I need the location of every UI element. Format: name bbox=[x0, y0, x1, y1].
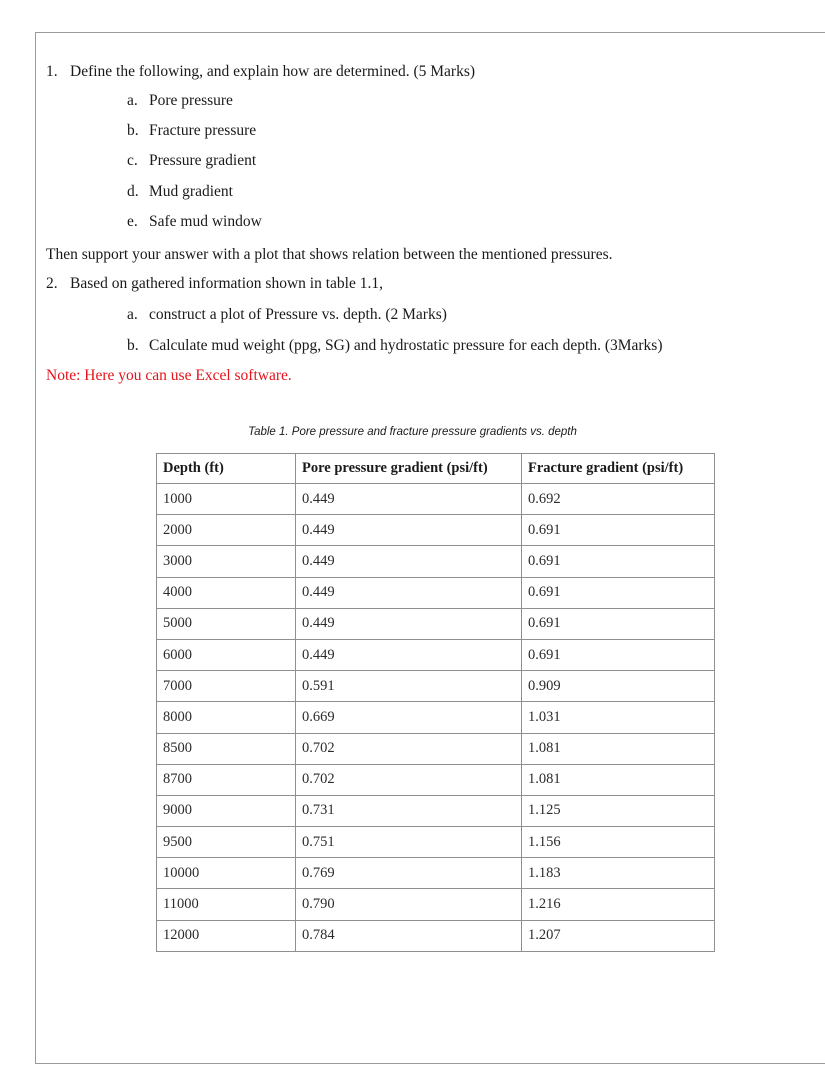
cell-fracture-gradient: 0.691 bbox=[522, 639, 715, 670]
q1-item-d bbox=[127, 183, 233, 201]
cell-depth: 7000 bbox=[157, 671, 296, 702]
cell-depth: 2000 bbox=[157, 515, 296, 546]
cell-depth: 8000 bbox=[157, 702, 296, 733]
cell-depth: 9500 bbox=[157, 827, 296, 858]
note-text: Note: Here you can use Excel software. bbox=[46, 367, 292, 384]
cell-fracture-gradient: 1.183 bbox=[522, 858, 715, 889]
question-2-text: Based on gathered information shown in table 1.1, bbox=[70, 275, 383, 292]
cell-fracture-gradient: 1.216 bbox=[522, 889, 715, 920]
q1-item-text: Pressure gradient bbox=[149, 152, 257, 169]
cell-fracture-gradient: 1.156 bbox=[522, 827, 715, 858]
table-row bbox=[157, 702, 715, 733]
cell-pore-gradient: 0.449 bbox=[296, 484, 522, 515]
table-row bbox=[157, 639, 715, 670]
header-fracture-gradient: Fracture gradient (psi/ft) bbox=[522, 454, 715, 484]
q1-item-c bbox=[127, 152, 256, 170]
q1-item-letter: d. bbox=[127, 183, 139, 200]
cell-pore-gradient: 0.731 bbox=[296, 795, 522, 826]
cell-depth: 8500 bbox=[157, 733, 296, 764]
q2-item-letter: b. bbox=[127, 337, 139, 354]
cell-fracture-gradient: 1.081 bbox=[522, 733, 715, 764]
table-row bbox=[157, 484, 715, 515]
cell-pore-gradient: 0.449 bbox=[296, 515, 522, 546]
q2-item-letter: a. bbox=[127, 306, 138, 323]
table-header-row bbox=[157, 454, 715, 484]
cell-depth: 4000 bbox=[157, 577, 296, 608]
table-row bbox=[157, 920, 715, 951]
cell-pore-gradient: 0.702 bbox=[296, 733, 522, 764]
cell-depth: 5000 bbox=[157, 608, 296, 639]
cell-fracture-gradient: 1.031 bbox=[522, 702, 715, 733]
q1-item-text: Safe mud window bbox=[149, 213, 262, 230]
q1-item-letter: e. bbox=[127, 213, 138, 230]
q1-item-text: Pore pressure bbox=[149, 92, 233, 109]
cell-pore-gradient: 0.449 bbox=[296, 639, 522, 670]
table-row bbox=[157, 546, 715, 577]
question-2-number: 2. bbox=[46, 275, 58, 292]
table-row bbox=[157, 764, 715, 795]
header-pore-gradient: Pore pressure gradient (psi/ft) bbox=[296, 454, 522, 484]
table-row bbox=[157, 733, 715, 764]
cell-fracture-gradient: 0.909 bbox=[522, 671, 715, 702]
cell-depth: 1000 bbox=[157, 484, 296, 515]
cell-fracture-gradient: 0.691 bbox=[522, 577, 715, 608]
cell-fracture-gradient: 1.207 bbox=[522, 920, 715, 951]
table-row bbox=[157, 889, 715, 920]
cell-fracture-gradient: 1.125 bbox=[522, 795, 715, 826]
q2-item-text: construct a plot of Pressure vs. depth. (2 Marks) bbox=[149, 306, 447, 323]
cell-pore-gradient: 0.669 bbox=[296, 702, 522, 733]
q2-item-a bbox=[127, 306, 447, 324]
cell-pore-gradient: 0.449 bbox=[296, 577, 522, 608]
table-row bbox=[157, 827, 715, 858]
cell-fracture-gradient: 0.691 bbox=[522, 546, 715, 577]
question-1-text: Define the following, and explain how are determined. (5 Marks) bbox=[70, 63, 476, 80]
cell-depth: 11000 bbox=[157, 889, 296, 920]
question-1 bbox=[46, 63, 475, 81]
cell-pore-gradient: 0.769 bbox=[296, 858, 522, 889]
table-row bbox=[157, 671, 715, 702]
q2-item-b bbox=[127, 337, 663, 355]
cell-pore-gradient: 0.702 bbox=[296, 764, 522, 795]
cell-pore-gradient: 0.591 bbox=[296, 671, 522, 702]
q1-item-text: Fracture pressure bbox=[149, 122, 257, 139]
table-row bbox=[157, 577, 715, 608]
cell-fracture-gradient: 0.691 bbox=[522, 515, 715, 546]
table-body bbox=[157, 484, 715, 952]
question-1-number: 1. bbox=[46, 63, 58, 80]
q2-item-text: Calculate mud weight (ppg, SG) and hydrostatic pressure for each depth. (3Marks) bbox=[149, 337, 663, 354]
cell-pore-gradient: 0.449 bbox=[296, 546, 522, 577]
cell-pore-gradient: 0.449 bbox=[296, 608, 522, 639]
table-row bbox=[157, 608, 715, 639]
q1-item-b bbox=[127, 122, 256, 140]
q1-item-letter: c. bbox=[127, 152, 138, 169]
question-1-followup: Then support your answer with a plot that shows relation between the mentioned pressures. bbox=[46, 246, 613, 263]
q1-item-letter: b. bbox=[127, 122, 139, 139]
table-row bbox=[157, 858, 715, 889]
q1-item-e bbox=[127, 213, 262, 231]
cell-pore-gradient: 0.751 bbox=[296, 827, 522, 858]
header-depth: Depth (ft) bbox=[157, 454, 296, 484]
table-caption: Table 1. Pore pressure and fracture pressure gradients vs. depth bbox=[248, 426, 577, 438]
cell-pore-gradient: 0.784 bbox=[296, 920, 522, 951]
cell-depth: 6000 bbox=[157, 639, 296, 670]
cell-fracture-gradient: 0.691 bbox=[522, 608, 715, 639]
q1-item-letter: a. bbox=[127, 92, 138, 109]
cell-depth: 9000 bbox=[157, 795, 296, 826]
cell-depth: 12000 bbox=[157, 920, 296, 951]
q1-item-a bbox=[127, 92, 233, 110]
gradient-table bbox=[156, 453, 715, 952]
table-row bbox=[157, 515, 715, 546]
q1-item-text: Mud gradient bbox=[149, 183, 233, 200]
cell-pore-gradient: 0.790 bbox=[296, 889, 522, 920]
table-row bbox=[157, 795, 715, 826]
cell-depth: 8700 bbox=[157, 764, 296, 795]
cell-depth: 10000 bbox=[157, 858, 296, 889]
cell-fracture-gradient: 1.081 bbox=[522, 764, 715, 795]
question-2 bbox=[46, 275, 383, 293]
cell-depth: 3000 bbox=[157, 546, 296, 577]
cell-fracture-gradient: 0.692 bbox=[522, 484, 715, 515]
